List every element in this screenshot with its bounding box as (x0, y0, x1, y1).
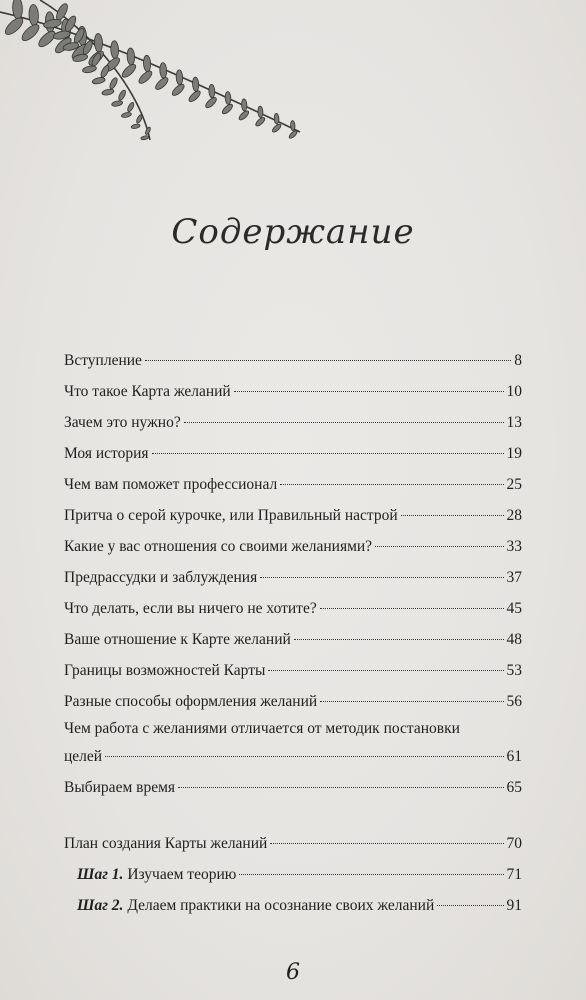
toc-entry-line-2[interactable]: целей 61 (64, 748, 522, 765)
fern-leaf (241, 99, 247, 111)
fern-leaf (28, 4, 38, 26)
toc-entry[interactable]: Зачем это нужно? 13 (64, 414, 522, 431)
fern-leaf (12, 0, 23, 19)
fern-leaf (288, 130, 298, 140)
fern-leaf (290, 121, 295, 131)
fern-leaf (159, 62, 167, 78)
toc-entry[interactable]: Притча о серой курочке, или Правильный настрой 28 (64, 507, 522, 524)
leader-dots (152, 453, 504, 454)
leader-dots (375, 546, 503, 547)
fern-leaf (120, 62, 138, 79)
fern-leaf (101, 88, 114, 96)
leader-dots (270, 843, 503, 844)
fern-leaf (274, 113, 279, 124)
fern-leaf (36, 29, 57, 50)
leader-dots (260, 577, 503, 578)
fern-leaf (137, 69, 154, 85)
leader-dots (280, 484, 503, 485)
page-title: Содержание (171, 212, 415, 252)
toc-entry[interactable]: Границы возможностей Карты 53 (64, 662, 522, 679)
fern-leaf (135, 114, 143, 124)
fern-leaf (171, 82, 186, 97)
fern-leaf (192, 77, 199, 91)
toc-entry[interactable]: Чем вам поможет профессионал 25 (64, 476, 522, 493)
fern-leaf (3, 15, 26, 37)
fern-leaf (108, 77, 118, 90)
toc-entry[interactable]: Выбираем время 65 (64, 779, 522, 796)
fern-leaf (225, 92, 231, 105)
table-of-contents (64, 345, 522, 921)
leader-dots (239, 874, 503, 875)
fern-leaf (82, 65, 97, 74)
toc-subentry[interactable]: Шаг 2. Делаем практики на осознание своих желаний 91 (77, 897, 522, 914)
fern-leaf (127, 48, 135, 65)
fern-illustration (0, 0, 310, 150)
fern-leaf (111, 100, 123, 107)
toc-entry[interactable]: Ваше отношение к Карте желаний 48 (64, 631, 522, 648)
fern-leaf (20, 22, 42, 43)
leader-dots (320, 608, 504, 609)
fern-leaf (209, 84, 216, 98)
fern-leaf (92, 77, 106, 85)
fern-leaf (141, 135, 150, 140)
fern-leaf (144, 126, 151, 135)
page-number: 6 (286, 960, 300, 985)
fern-leaf (126, 102, 135, 113)
leader-dots (145, 360, 511, 361)
fern-leaf (117, 89, 126, 101)
leader-dots (320, 701, 503, 702)
toc-subentry[interactable]: Шаг 1. Изучаем теорию 71 (77, 866, 522, 883)
toc-entry-line-1[interactable]: Чем работа с желаниями отличается от методик постановки (64, 720, 460, 737)
fern-leaf (121, 112, 132, 118)
fern-leaf (131, 123, 141, 129)
leader-dots (105, 756, 503, 757)
fern-leaf (187, 89, 202, 103)
toc-entry[interactable]: Что делать, если вы ничего не хотите? 45 (64, 600, 522, 617)
fern-leaf (176, 70, 183, 85)
fern-leaf (94, 33, 103, 52)
leader-dots (401, 515, 504, 516)
fern-leaf (258, 106, 264, 118)
toc-entry[interactable]: Вступление 8 (64, 352, 522, 369)
fern-leaf (154, 76, 170, 92)
leader-dots (178, 787, 503, 788)
fern-leaf (110, 41, 119, 59)
toc-entry[interactable]: Предрассудки и заблуждения 37 (64, 569, 522, 586)
fern-leaf (143, 55, 151, 72)
toc-entry[interactable]: Разные способы оформления желаний 56 (64, 693, 522, 710)
toc-entry[interactable]: План создания Карты желаний 70 (64, 835, 522, 852)
leader-dots (184, 422, 504, 423)
leader-dots (437, 905, 503, 906)
leader-dots (294, 639, 504, 640)
toc-entry[interactable]: Моя история 19 (64, 445, 522, 462)
leader-dots (234, 391, 504, 392)
leader-dots (268, 670, 503, 671)
toc-entry[interactable]: Что такое Карта желаний 10 (64, 383, 522, 400)
toc-entry[interactable]: Какие у вас отношения со своими желаниями? 33 (64, 538, 522, 555)
